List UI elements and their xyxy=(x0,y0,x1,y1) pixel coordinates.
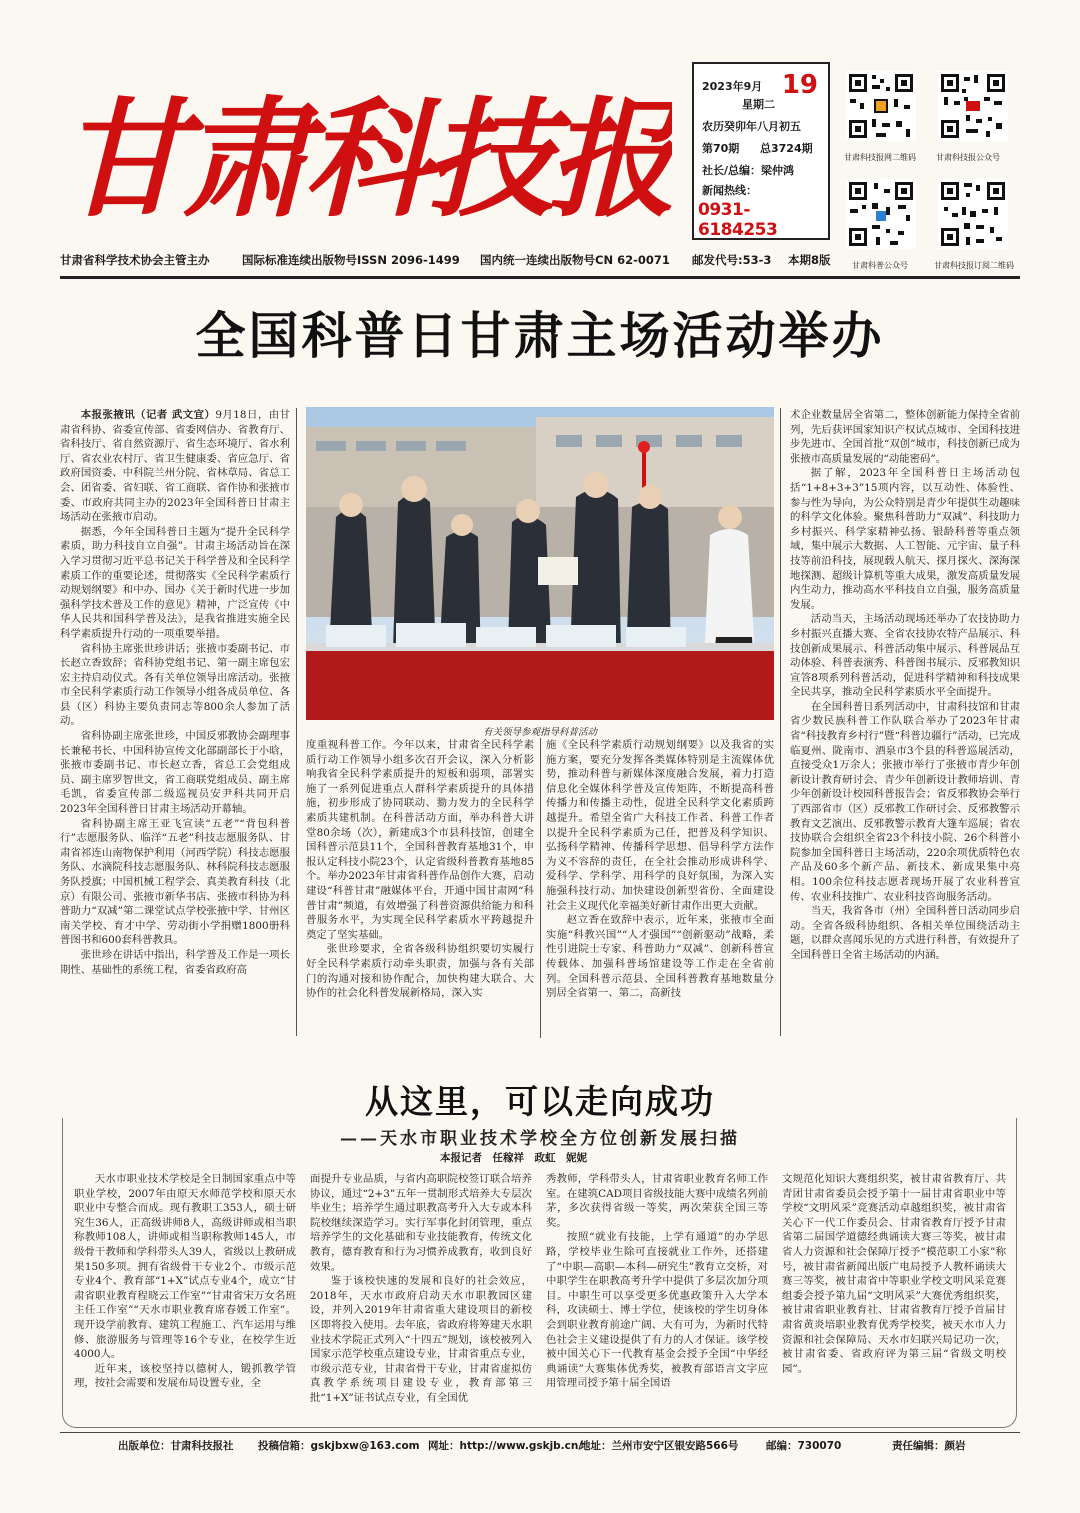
issue-editor: 社长/总编：梁仲鸿 xyxy=(702,164,795,177)
masthead-title: 甘肃科技报 xyxy=(60,85,671,232)
qr-caption-3: 甘肃科普公众号 xyxy=(852,261,908,270)
second-headline: 从这里，可以走向成功 xyxy=(365,1082,715,1121)
paragraph: 施《全民科学素质行动规划纲要》以及我省的实施方案，要充分发挥各类媒体特别是主流媒体优势，推动科普与新媒体深度融合发展，着力打造信息化全媒体科学普及宣传矩阵，不断提高科普传播力和传播主动性，促进全民科学文化素质跨越提升。希望全省广大科技工作者、科普工作者以提升全民科学素质为己任，把普及科学知识、弘扬科学精神、传播科学思想、倡导科学方法作为义不容辞的责任，在全社会推动形成讲科学、爱科学、学科学、用科学的良好氛围，为深入实施强科技行动、加快建设创新型省份、全面建设社会主义现代化幸福美好新甘肃作出更大贡献。 xyxy=(546,739,774,912)
paragraph: 赵立香在致辞中表示，近年来，张掖市全面实施“科教兴国”“人才强国”“创新驱动”战略，柔性引进院士专家、科普助力“双减”、创新科普宣传载体、加强科普场馆建设等工作走在全省前列。全国科普示范县、全国科普教育基地数量分别居全省第一、第二，高新技 xyxy=(546,914,774,1000)
article1-column-4 xyxy=(790,408,1020,1036)
paragraph: 活动当天，主场活动现场还举办了农技协助力乡村振兴直播大赛、全省农技协农特产品展示、科技创新成果展示、科普活动集中展示、科普展品互动体验、科普表演秀、科普图书展示、反邪教知识宣答8项系列科普活动，促进科学精神和科技成果全民共享，推动全民科学素质水平全面提升。 xyxy=(790,613,1020,699)
issue-info-box xyxy=(692,62,830,240)
issue-lunar: 农历癸卯年八月初五 xyxy=(702,120,801,133)
paragraph: 张世珍在讲话中指出，科学普及工作是一项长期性、基础性的系统工程，省委省政府高 xyxy=(60,948,290,976)
article1-byline: 本报张掖讯（记者 武文宜） xyxy=(80,409,216,421)
footer xyxy=(60,1432,1020,1454)
qr-code-icon[interactable] xyxy=(938,170,1008,258)
paragraph: 秀教师，学科带头人，甘肃省职业教育名师工作室。在建筑CAD项目省级技能大赛中成绩名列前茅，多次获得省级一等奖，两次荣获全国三等奖。 xyxy=(546,1173,768,1229)
postal-code: 邮发代号:53-3 xyxy=(692,253,772,267)
paragraph: 省科协副主席张世珍，中国反邪教协会副理事长兼秘书长、中国科协宣传文化部副部长于小晗，张掖市委副书记、市长赵立香，省总工会党组成员、副主席罗智世文，省工商联党组成员、副主席毛凯，省委宣传部二级巡视员安尹科共同开启2023年全国科普日甘肃主场活动开幕轴。 xyxy=(60,730,290,816)
sponsor: 甘肃省科学技术协会主管主办 xyxy=(60,253,210,267)
footer-publisher: 出版单位：甘肃科技报社 xyxy=(118,1440,234,1452)
main-headline: 全国科普日甘肃主场活动举办 xyxy=(195,307,885,365)
masthead-logo xyxy=(60,62,672,232)
qr-caption-2: 甘肃科技报公众号 xyxy=(936,153,1000,162)
second-subheadline: ——天水市职业技术学校全方位创新发展扫描 xyxy=(340,1129,740,1149)
article2-column-3 xyxy=(546,1172,768,1416)
footer-website[interactable]: 网址：http://www.gskjb.cn/ xyxy=(428,1440,583,1452)
qr-code-icon[interactable] xyxy=(938,62,1008,150)
footer-postcode: 邮编：730070 xyxy=(766,1440,842,1452)
paragraph: 张世珍要求，全省各级科协组织要切实履行好全民科学素质行动牵头职责，加强与各有关部门的沟通对接和协作配合，加快构建大联合、大协作的社会化科普发展新格局，深入实 xyxy=(306,943,534,1000)
issue-total: 总3724期 xyxy=(760,142,813,155)
column-divider xyxy=(540,738,541,1038)
article2-column-1 xyxy=(74,1172,296,1416)
second-byline: 本报记者 任稼祥 政虹 妮妮 xyxy=(440,1152,587,1164)
paragraph: 在全国科普日系列活动中，甘肃科技馆和甘肃省少数民族科普工作队联合举办了2023年甘肃省“科技教育乡村行”暨“科普边疆行”活动，已完成临夏州、陇南市、酒泉市3个县的科普巡展活动，直接受众1万余人；张掖市举行了张掖市青少年创新设计教育研讨会、青少年创新设计教师培训、青少年创新设计校园科普报告会；省反邪教协会举行了西部省市（区）反邪教工作研讨会、反邪教警示教育文艺演出、反邪教警示教育大篷车巡展；省农技协联合会组织全省23个科技小院、26个科普小院参加全国科普日主场活动，220余项优质特色农产品及60多个新产品、新技术、新成果集中亮相。100余位科技志愿者现场开展了农业科普宣传、农业科技推广、农业科技咨询服务活动。 xyxy=(790,700,1020,903)
issue-weekday: 星期二 xyxy=(742,98,775,111)
article2-column-2 xyxy=(310,1172,532,1416)
photo-caption: 有关领导参观指导科普活动 xyxy=(482,727,597,738)
paragraph: 术企业数量居全省第二，整体创新能力保持全省前列，先后获评国家知识产权试点城市、全国科技进步先进市、全国首批“双创”城市，科技创新已成为张掖市高质量发展的“动能密码”。 xyxy=(790,409,1020,465)
column-divider xyxy=(296,408,297,1036)
issue-date: 2023年9月 xyxy=(702,80,763,93)
paragraph: 文规范化知识大赛组织奖，被甘肃省教育厅、共青团甘肃省委员会授予第十一届甘肃省职业中等学校“文明风采”竞赛活动卓越组织奖，被甘肃省关心下一代工作委员会、甘肃省教育厅授予甘肃省第二届国学道德经典诵读大赛三等奖，被甘肃省人力资源和社会保障厅授予“模范职工小家”称号，被甘肃省新闻出版广电局授予人教杯诵读大赛三等奖，被甘肃省中等职业学校文明风采竞赛组委会授予第九届“文明风采”大赛优秀组织奖，被甘肃省职业教育社、甘肃省教育厅授予首届甘肃省黄炎培职业教育优秀学校奖，被天水市人力资源和社会保障局、天水市妇联兴局记功一次，被甘肃省委、省政府评为第三届“省级文明校园”。 xyxy=(782,1173,1006,1375)
paragraph: 天水市职业技术学校是全日制国家重点中等职业学校，2007年由原天水师范学校和原天水职业中专整合而成。现有教职工353人，硕士研究生36人，正高级讲师8人，高级讲师或相当职称教师108人，讲师或相当职称教师145人，市级骨干教师和学科带头人39人，省级以上教研成果150多项。拥有省级骨干专业2个、市级示范专业4个、教育部“1+X”试点专业4个，成立“甘肃省职业教育程晓云工作室”“甘肃省宋万女名班主任工作室”“天水市职业教育席春媛工作室”。现开设学前教育、建筑工程施工、汽车运用与维修、旅游服务与管理等16个专业，在校学生近4000人。 xyxy=(74,1173,296,1361)
footer-address: 地址：兰州市安宁区银安路566号 xyxy=(580,1440,739,1452)
paragraph: 按照“就业有技能，上学有通道”的办学思路，学校毕业生除可直接就业工作外，还搭建了“中职—高职—本科—研究生”教育立交桥，对中职学生在职教高考升学中提供了多层次加分项目。中职生可以享受更多优惠政策升入大学本科，攻读硕士、博士学位，使该校的学生切身体会到职业教育前途广阔、大有可为，为新时代特色社会主义建设提供了有力的人才保证。该学校被中国关心下一代教育基金会授予全国“中华经典诵读”大赛集体优秀奖，被教育部语言文字应用管理司授予第十届全国语 xyxy=(546,1231,768,1390)
article1-column-2 xyxy=(306,738,534,1038)
paragraph: 省科协主席张世珍讲话；张掖市委副书记、市长赵立香致辞；省科协党组书记、第一副主席包宏宏主持启动仪式。各有关单位领导出席活动。张掖市全民科学素质行动工作领导小组各成员单位、各县（区）科协主要负责同志等800余人参加了活动。 xyxy=(60,642,290,728)
article1-column-1 xyxy=(60,408,290,1036)
article2-column-4 xyxy=(782,1172,1006,1416)
hotline-number: 0931-6184253 xyxy=(698,200,778,240)
issue-day: 19 xyxy=(781,70,818,100)
paragraph: 鉴于该校快速的发展和良好的社会效应，2018年，天水市政府启动天水市职教园区建设，并列入2019年甘肃省重大建设项目的新校区即将投入使用。去年底，省政府将筹建天水职业技术学院正式列入“十四五”规划，该校被列入国家示范学校重点建设专业，甘肃省重点专业，市级示范专业，甘肃省骨干专业，甘肃省虚拟仿真教学系统项目建设专业，教育部第三批“1+X”证书试点专业，有全国优 xyxy=(310,1275,532,1404)
column-divider xyxy=(780,408,781,1036)
issue-number: 第70期 xyxy=(702,142,740,155)
hotline-label: 新闻热线： xyxy=(702,184,757,197)
news-photo xyxy=(306,407,774,720)
paragraph: 9月18日，由甘肃省科协、省委宣传部、省委网信办、省教育厅、省科技厅、省自然资源厅、省生态环境厅、省水利厅、省农业农村厅、省卫生健康委、省应急厅、省政府国资委、中科院兰州分院、省林草局、省总工会、团省委、省妇联、省工商联、省作协和张掖市委、市政府共同主办的2023年全国科普日甘肃主场活动在张掖市启动。 xyxy=(60,409,290,524)
footer-editor: 责任编辑：颜岩 xyxy=(892,1440,966,1452)
paragraph: 当天，我省各市（州）全国科普日活动同步启动。全省各级科协组织、各相关单位围绕活动主题，以群众喜闻乐见的方式进行科普，有效提升了全国科普日全省主场活动的内涵。 xyxy=(790,905,1020,961)
qr-code-icon[interactable] xyxy=(846,62,916,150)
paragraph: 面提升专业品质，与省内高职院校签订联合培养协议，通过“2+3”五年一贯制形式培养大专层次毕业生；培养学生通过职教高考升入大专或本科院校继续深造学习。实行军事化封闭管理，重点培养学生的文化基础和专业技能教育，传统文化教育，德育教育和行为习惯养成教育，收到良好效果。 xyxy=(310,1173,532,1273)
qr-caption-1: 甘肃科技报网二维码 xyxy=(844,153,916,162)
qr-code-icon[interactable] xyxy=(846,170,916,258)
page-count: 本期8版 xyxy=(788,253,831,267)
qr-caption-4: 甘肃科技报订阅二维码 xyxy=(934,261,1014,270)
paragraph: 据悉，今年全国科普日主题为“提升全民科学素质，助力科技自立自强”。甘肃主场活动旨在深入学习贯彻习近平总书记关于科学普及和全民科学素质工作的重要论述，贯彻落实《全民科学素质行动规划纲要》和中办、国办《关于新时代进一步加强科学技术普及工作的意见》精神，广泛宣传《中华人民共和国科学普及法》，是我省推进实施全民科学素质提升行动的一项重要举措。 xyxy=(60,525,290,640)
publication-bar xyxy=(60,252,1020,274)
paragraph: 据了解，2023年全国科普日主场活动包括“1+8+3+3”15项内容，以互动性、体验性、参与性为导向，为公众特别是青少年提供生动趣味的科学文化体验。聚焦科普助力“双减”、科技助力乡村振兴、科学家精神弘扬、银龄科普等重点领域，集中展示大数据、人工智能、元宇宙、量子科技等前沿科技，展现载人航天、探月探火、深海深地探测、超级计算机等重大成果，激发高质量发展内生动力，推动高水平科技自立自强，服务高质量发展。 xyxy=(790,467,1020,611)
issn: 国际标准连续出版物号ISSN 2096-1499 xyxy=(242,253,460,267)
paragraph: 度重视科普工作。今年以来，甘肃省全民科学素质行动工作领导小组多次召开会议，深入分析影响我省全民科学素质提升的短板和弱项，部署实施了一系列促进重点人群科学素质提升的具体措施，初步形成了协同联动、勠力发力的全民科学素质共建机制。在科普活动方面，举办科普大讲堂80余场（次），新建成3个市县科技馆，创建全国科普示范县11个，全国科普教育基地31个，申报认定科技小院23个，认定省级科普教育基地85个。举办2023年甘肃省科普作品创作大赛，启动建设“科普甘肃”融媒体平台，开通中国甘肃网“科普甘肃”频道，有效增强了科普资源供给能力和科普服务水平，为实现全民科学素质水平跨越提升奠定了坚实基础。 xyxy=(306,739,534,941)
cn-number: 国内统一连续出版物号CN 62-0071 xyxy=(480,253,670,267)
footer-email[interactable]: 投稿信箱：gskjbxw@163.com xyxy=(258,1440,420,1452)
masthead-rule xyxy=(60,276,1020,279)
paragraph: 近年来，该校坚持以德树人，锻抓教学管理，按社会需要和发展布局设置专业，全 xyxy=(74,1362,296,1390)
paragraph: 省科协副主席王亚飞宣读“五老”“背包科普行”志愿服务队、临洋“五老”科技志愿服务队、甘肃省祁连山南物保护利用（河西学院）科技志愿服务队、水滴院科技志愿服务队、林科院科技志愿服务队授旗；中国机械工程学会、真美教育科技（北京）有限公司、张掖市新华书店、张掖市科协为科普助力“双减”第二课堂试点学校张掖中学、甘州区南关学校、育才中学、劳动街小学捐赠1800册科普图书和600套科普教具。 xyxy=(60,817,290,947)
article1-column-3 xyxy=(546,738,774,1038)
